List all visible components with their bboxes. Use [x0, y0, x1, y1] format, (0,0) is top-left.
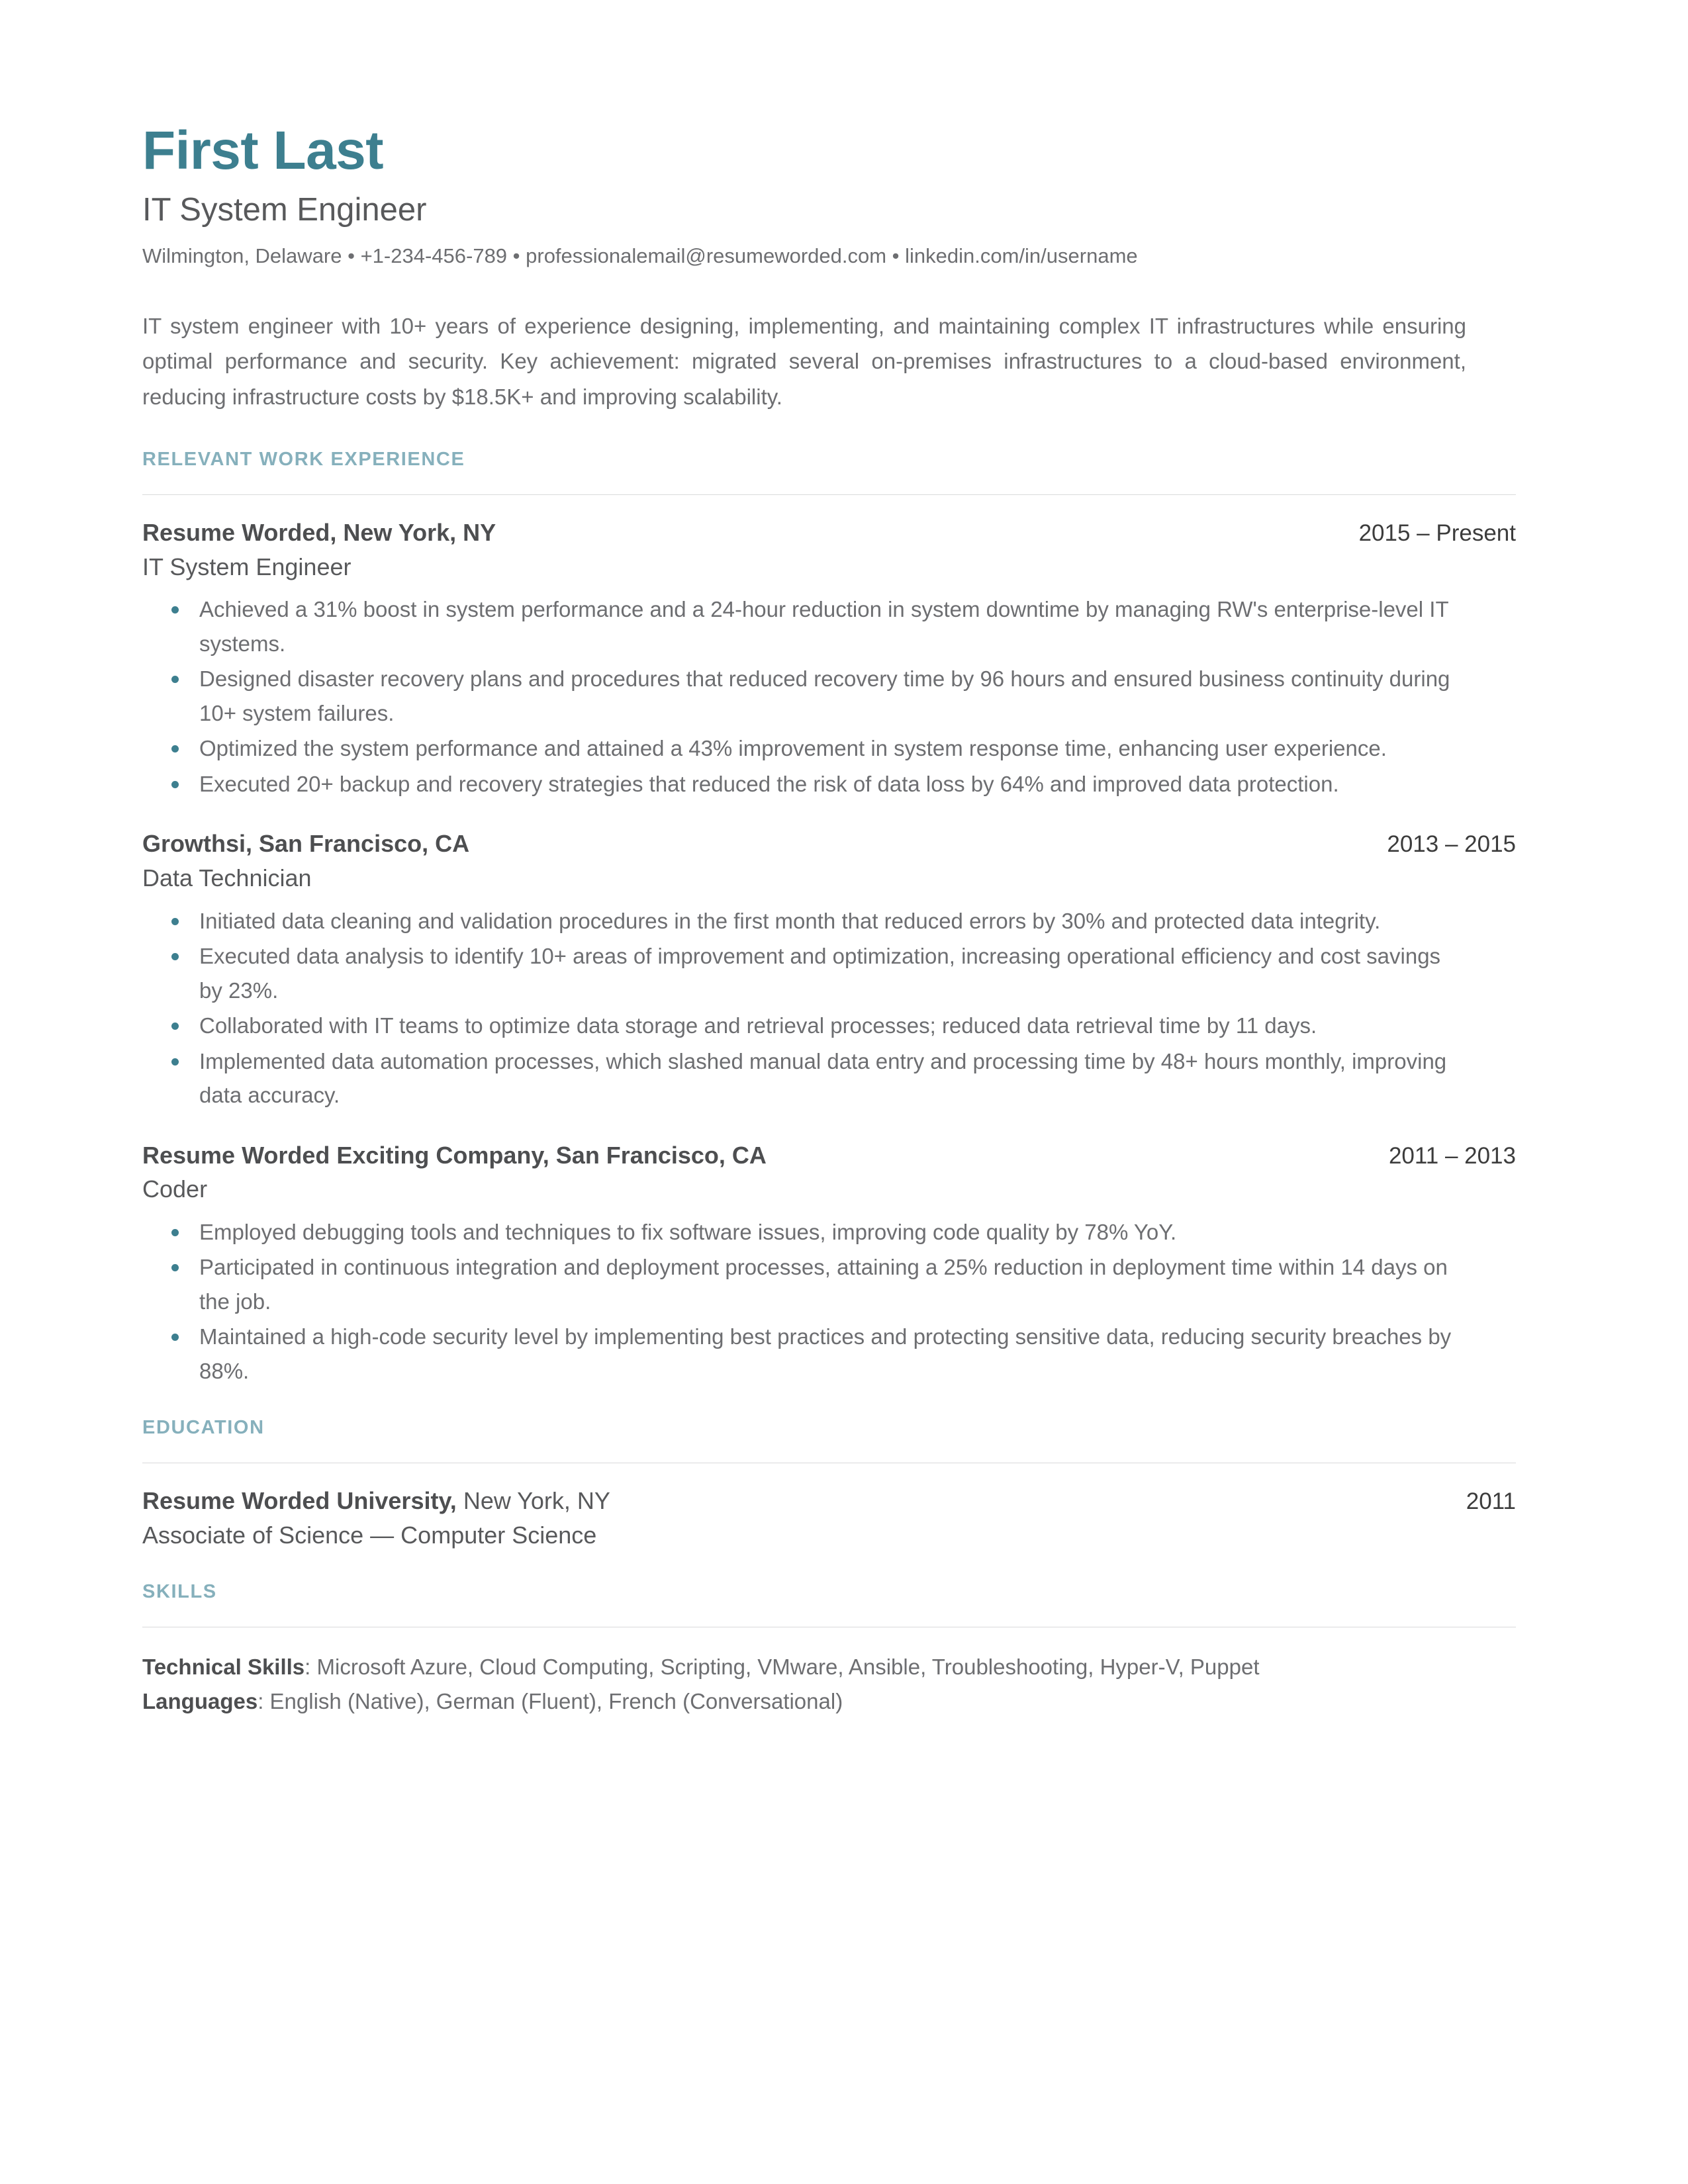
- entry-organization: Growthsi, San Francisco, CA: [142, 830, 470, 858]
- education-entry: [142, 1486, 1516, 1551]
- skills-row-label: Languages: [142, 1689, 258, 1714]
- experience-entry: [142, 829, 1516, 1112]
- experience-entry: [142, 518, 1516, 801]
- skills-row-value: : Microsoft Azure, Cloud Computing, Scripting, VMware, Ansible, Troubleshooting, Hyper-V, Puppet: [305, 1654, 1260, 1679]
- entry-header-row: [142, 1140, 1516, 1171]
- entry-header-row: [142, 829, 1516, 860]
- entry-role: Coder: [142, 1175, 208, 1203]
- entry-degree: Associate of Science — Computer Science: [142, 1522, 597, 1549]
- entry-role: IT System Engineer: [142, 553, 352, 580]
- bullet-item: Maintained a high-code security level by implementing best practices and protecting sensitive data, reducing security breaches by 88%.: [142, 1320, 1466, 1388]
- bullet-item: Employed debugging tools and techniques to fix software issues, improving code quality by 78% YoY.: [142, 1215, 1466, 1249]
- entry-organization: Resume Worded, New York, NY: [142, 519, 496, 547]
- section-skills: [142, 1581, 1466, 1720]
- professional-summary: IT system engineer with 10+ years of experience designing, implementing, and maintaining complex IT infrastructures while ensuring optimal performance and security. Key achievement: migrated several on-premises infrastructures to a cloud-based environment, reducing infrastructure costs by $18.5K+ and improving scalability.: [142, 313, 1466, 409]
- entry-bullet-list: [142, 904, 1466, 1113]
- section-heading-experience: RELEVANT WORK EXPERIENCE: [142, 449, 465, 471]
- bullet-item: Initiated data cleaning and validation procedures in the first month that reduced errors by 30% and protected data integrity.: [142, 904, 1466, 938]
- section-experience: [142, 449, 1516, 1388]
- bullet-item: Achieved a 31% boost in system performance and a 24-hour reduction in system downtime by managing RW's enterprise-level IT systems.: [142, 592, 1466, 660]
- entry-role: Data Technician: [142, 864, 312, 892]
- section-heading-education: EDUCATION: [142, 1417, 265, 1439]
- candidate-job-title: IT System Engineer: [142, 192, 427, 228]
- entry-school: [142, 1486, 610, 1517]
- school-location: New York, NY: [456, 1487, 610, 1515]
- bullet-item: Executed data analysis to identify 10+ areas of improvement and optimization, increasing operational efficiency and cost savings by 23%.: [142, 939, 1466, 1007]
- bullet-item: Collaborated with IT teams to optimize data storage and retrieval processes; reduced data retrieval time by 11 days.: [142, 1009, 1466, 1042]
- entry-dates: 2011: [1466, 1488, 1516, 1515]
- contact-line: Wilmington, Delaware • +1-234-456-789 • professionalemail@resumeworded.com • linkedin.com/in/username: [142, 244, 1138, 268]
- skills-row: [142, 1650, 1466, 1685]
- resume-content: [142, 120, 1516, 1719]
- entry-bullet-list: [142, 592, 1466, 801]
- section-heading-skills: SKILLS: [142, 1580, 217, 1602]
- bullet-item: Implemented data automation processes, which slashed manual data entry and processing time by 48+ hours monthly, improving data accuracy.: [142, 1044, 1466, 1113]
- school-name: Resume Worded University,: [142, 1487, 457, 1515]
- experience-entry: [142, 1140, 1516, 1388]
- candidate-name: First Last: [142, 120, 384, 181]
- entry-organization: Resume Worded Exciting Company, San Francisco, CA: [142, 1141, 767, 1169]
- entry-bullet-list: [142, 1215, 1466, 1388]
- bullet-item: Optimized the system performance and attained a 43% improvement in system response time, enhancing user experience.: [142, 731, 1466, 765]
- section-divider: [142, 494, 1516, 495]
- entry-dates: 2013 – 2015: [1387, 831, 1516, 858]
- entry-dates: 2015 – Present: [1358, 520, 1516, 547]
- bullet-item: Participated in continuous integration and deployment processes, attaining a 25% reduction in deployment time within 14 days on the job.: [142, 1250, 1466, 1318]
- entry-header-row: [142, 518, 1516, 549]
- skills-row-label: Technical Skills: [142, 1654, 305, 1679]
- bullet-item: Designed disaster recovery plans and procedures that reduced recovery time by 96 hours and ensured business continuity during 10+ system failures.: [142, 662, 1466, 730]
- entry-dates: 2011 – 2013: [1388, 1142, 1516, 1169]
- skills-row: [142, 1684, 1466, 1719]
- skills-row-value: : English (Native), German (Fluent), French (Conversational): [258, 1689, 843, 1714]
- section-education: [142, 1417, 1516, 1551]
- resume-header: [142, 122, 1466, 414]
- bullet-item: Executed 20+ backup and recovery strategies that reduced the risk of data loss by 64% and improved data protection.: [142, 767, 1466, 801]
- entry-header-row: [142, 1486, 1516, 1517]
